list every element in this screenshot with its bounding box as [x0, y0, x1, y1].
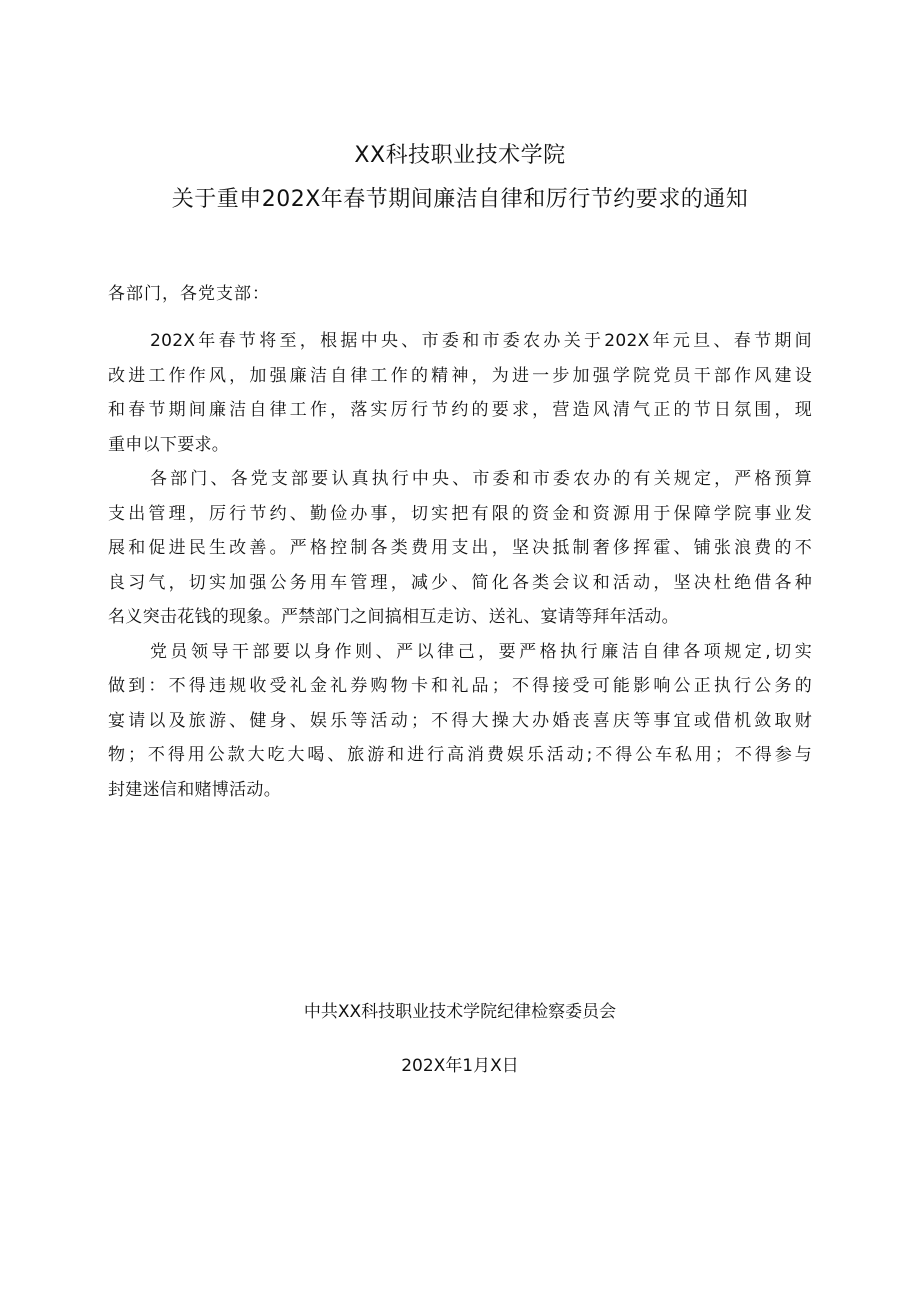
paragraph-line: 物；不得用公款大吃大喝、旅游和进行高消费娱乐活动;不得公车私用；不得参与	[108, 745, 812, 765]
document-body	[108, 324, 812, 807]
title-subject: 关于重申202X年春节期间廉洁自律和厉行节约要求的通知	[171, 187, 749, 212]
paragraph-line: 重申以下要求。	[108, 434, 230, 455]
title-institution: XX科技职业技术学院	[354, 143, 566, 168]
paragraph-line: 党员领导干部要以身作则、严以律己，要严格执行廉洁自律各项规定,切实	[150, 641, 812, 662]
signature: 中共XX科技职业技术学院纪律检察委员会	[303, 1002, 617, 1022]
paragraph-2	[108, 462, 812, 635]
paragraph-line: 各部门、各党支部要认真执行中央、市委和市委农办的有关规定，严格预算	[150, 469, 812, 489]
paragraph-line: 做到：不得违规收受礼金礼券购物卡和礼品；不得接受可能影响公正执行公务的	[108, 676, 812, 696]
paragraph-line: 改进工作作风，加强廉洁自律工作的精神，为进一步加强学院党员干部作风建设	[108, 365, 812, 386]
paragraph-line: 名义突击花钱的现象。严禁部门之间搞相互走访、送礼、宴请等拜年活动。	[108, 607, 679, 627]
document-title	[0, 134, 920, 222]
paragraph-line: 展和促进民生改善。严格控制各类费用支出，坚决抵制奢侈挥霍、铺张浪费的不	[108, 538, 812, 558]
paragraph-line: 封建迷信和赌博活动。	[108, 779, 281, 800]
paragraph-line: 良习气，切实加强公务用车管理，减少、简化各类会议和活动，坚决杜绝借各种	[108, 572, 812, 593]
salutation: 各部门，各党支部：	[108, 284, 270, 304]
paragraph-line: 宴请以及旅游、健身、娱乐等活动；不得大操大办婚丧喜庆等事宜或借机敛取财	[108, 710, 812, 731]
paragraph-line: 支出管理，厉行节约、勤俭办事，切实把有限的资金和资源用于保障学院事业发	[108, 503, 812, 524]
paragraph-3	[108, 635, 812, 808]
document-date: 202X年1月X日	[401, 1056, 519, 1076]
paragraph-line: 202X年春节将至，根据中央、市委和市委农办关于202X年元旦、春节期间	[150, 331, 812, 351]
paragraph-1	[108, 324, 812, 462]
paragraph-line: 和春节期间廉洁自律工作，落实厉行节约的要求，营造风清气正的节日氛围，现	[108, 400, 812, 420]
